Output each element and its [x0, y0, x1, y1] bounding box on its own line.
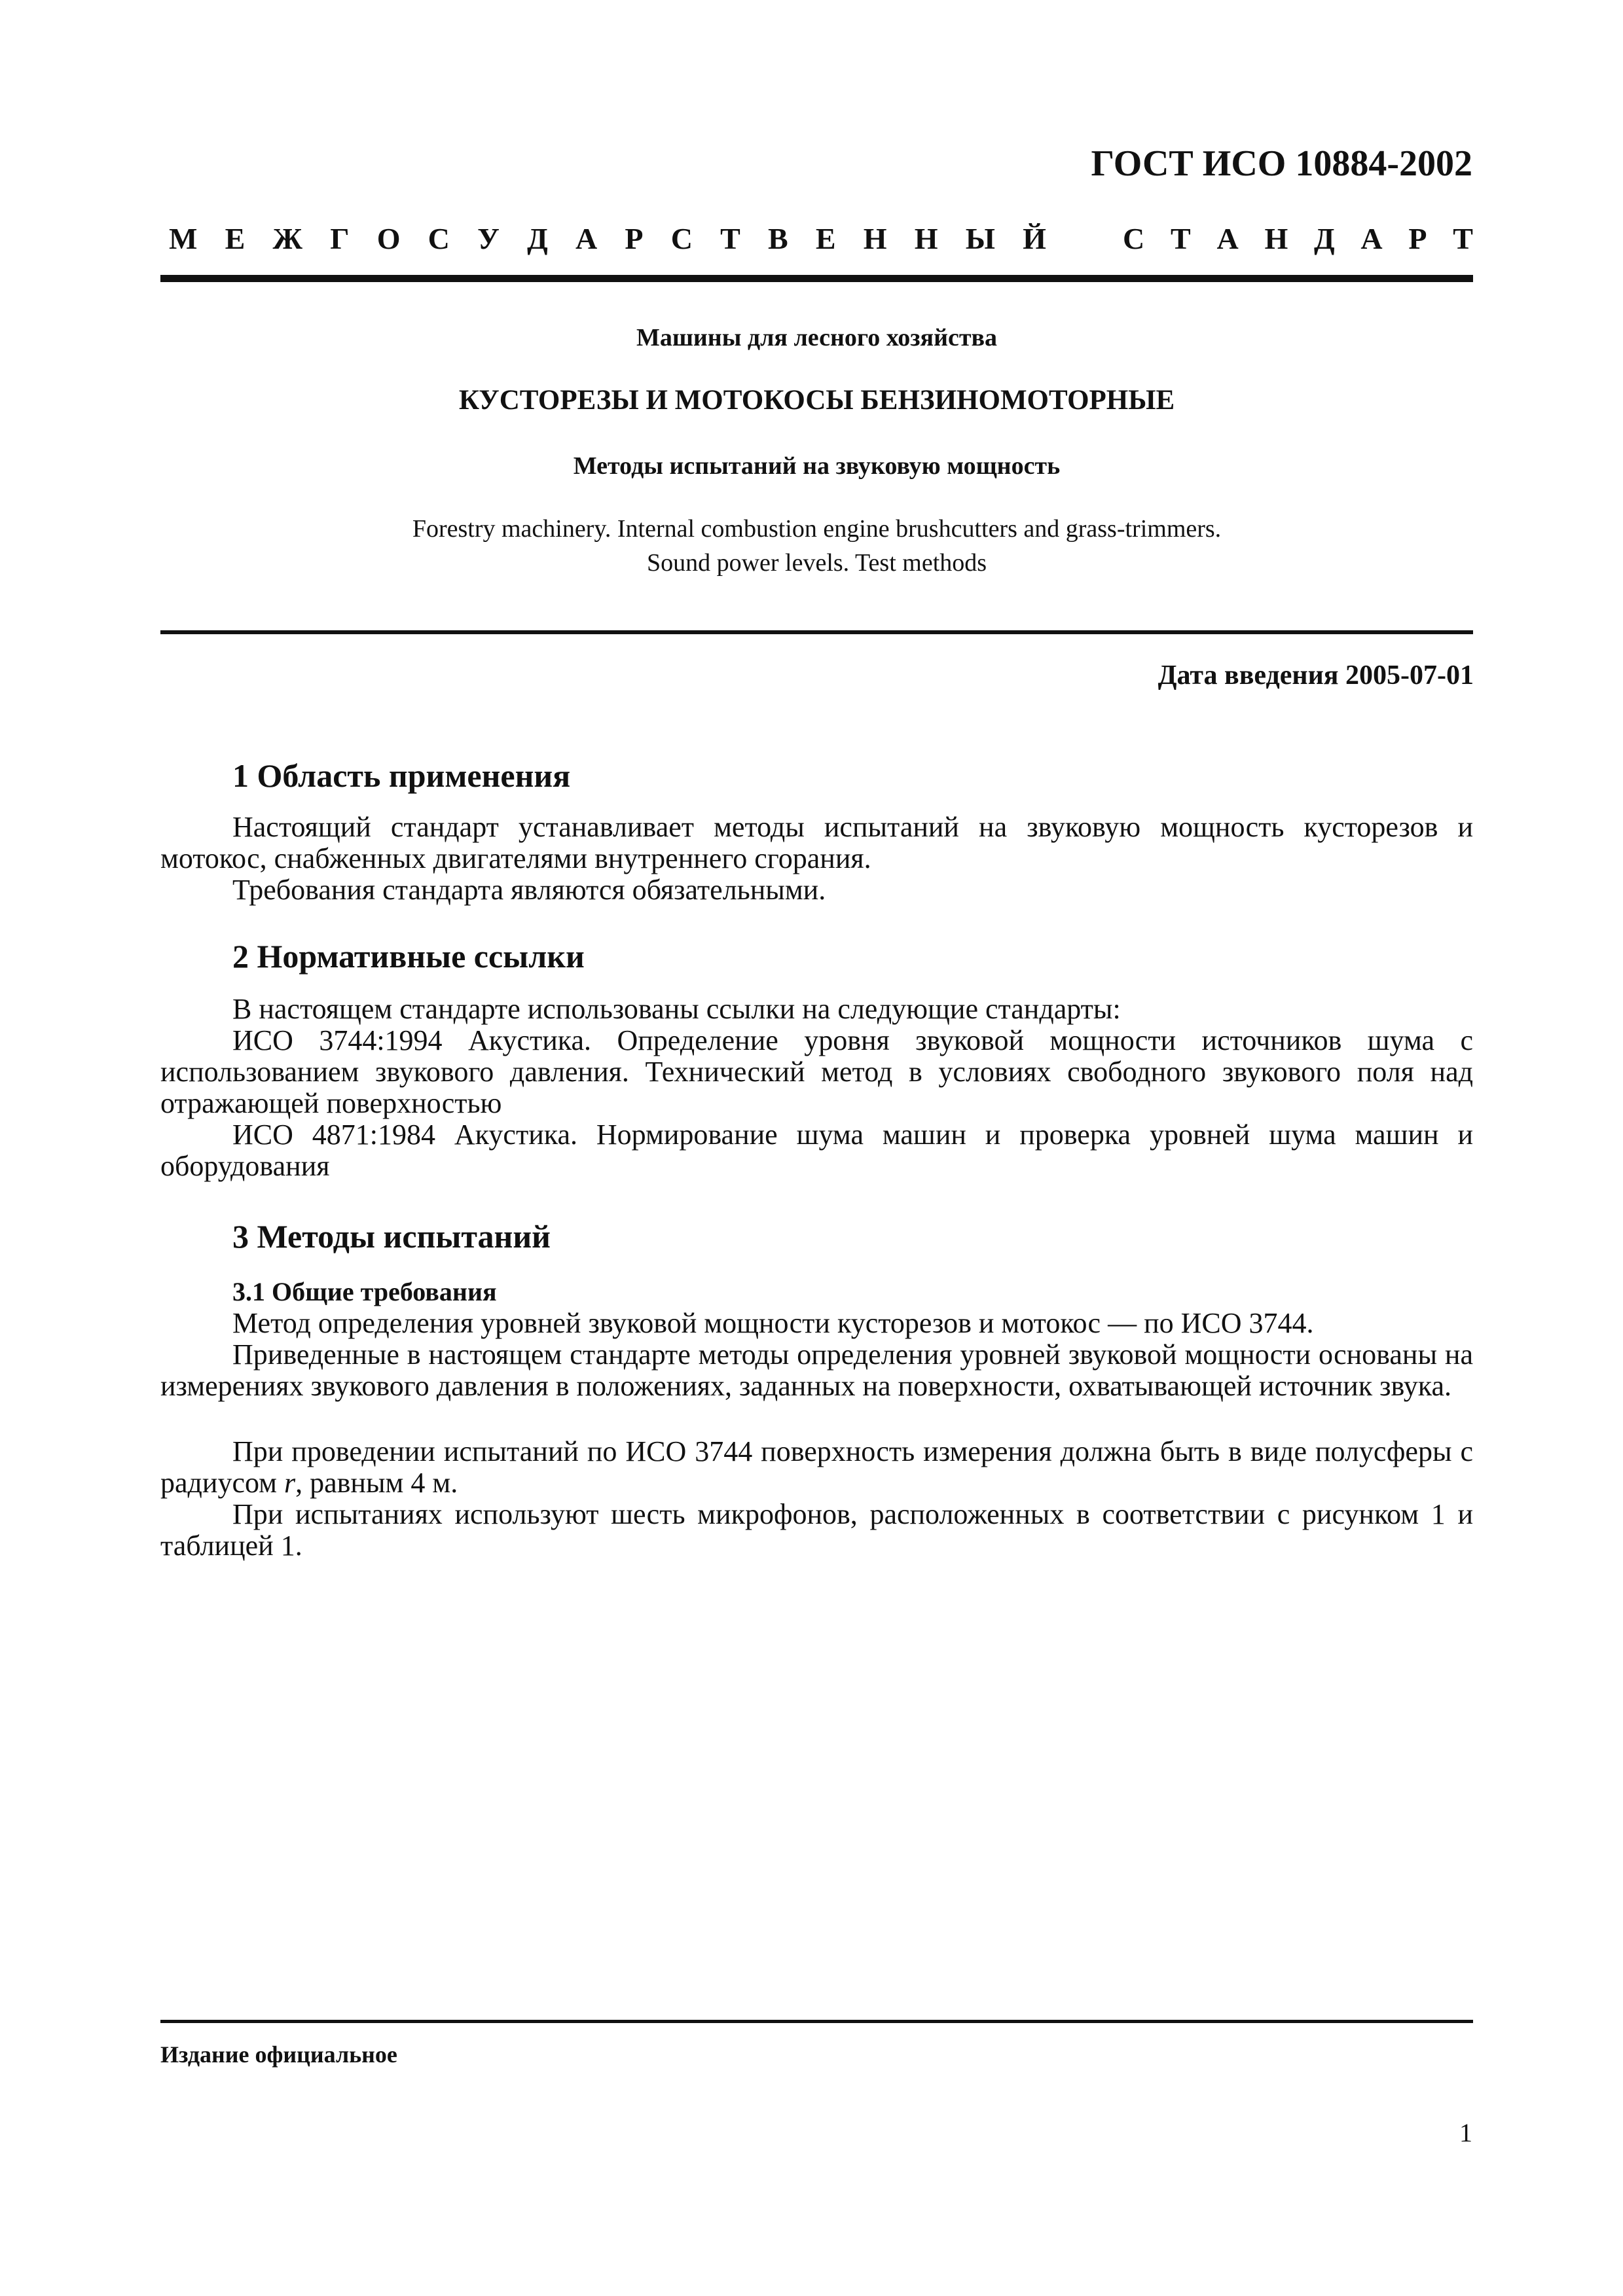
banner-letter: Т	[1453, 222, 1473, 255]
banner-letter: Д	[527, 222, 548, 255]
banner-letter: Г	[330, 222, 350, 255]
section-2-reference-iso-3744: ИСО 3744:1994 Акустика. Определение уровня звуковой мощности источников шума с использованием звукового давления. Технический метод в условиях свободного звукового поля над отражающей поверхностью	[160, 1024, 1473, 1119]
banner-letter: А	[1216, 222, 1239, 255]
method-title: Методы испытаний на звуковую мощность	[573, 452, 1061, 480]
document-number: ГОСТ ИСО 10884-2002	[1091, 143, 1472, 184]
section-3-paragraph-4: При испытаниях используют шесть микрофонов, расположенных в соответствии с рисунком 1 и таблицей 1.	[160, 1498, 1473, 1562]
section-3-heading: 3 Методы испытаний	[232, 1218, 551, 1255]
english-title-line-1: Forestry machinery. Internal combustion engine brushcutters and grass-trimmers.	[412, 515, 1222, 543]
header-rule	[160, 275, 1473, 282]
banner-letter: Н	[1264, 222, 1288, 255]
section-3-paragraph-2: Приведенные в настоящем стандарте методы определения уровней звуковой мощности основаны на измерениях звукового давления в положениях, заданных на поверхности, охватывающей источник звука.	[160, 1338, 1473, 1402]
paragraph-3-text-start: При проведении испытаний по ИСО 3744 поверхность измерения должна быть в виде полусферы с радиусом	[160, 1435, 1473, 1499]
section-2-reference-iso-4871: ИСО 4871:1984 Акустика. Нормирование шума машин и проверка уровней шума машин и оборудования	[160, 1119, 1473, 1182]
banner-letter: Й	[1023, 222, 1046, 255]
official-edition-label: Издание официальное	[160, 2041, 397, 2068]
banner-letter: Е	[225, 222, 246, 255]
banner-letter: Н	[863, 222, 887, 255]
banner-letter: О	[376, 222, 401, 255]
banner-word-standard	[1123, 221, 1473, 256]
banner-letter: Т	[1171, 222, 1191, 255]
banner-letter: Н	[914, 222, 938, 255]
banner-letter: М	[169, 222, 198, 255]
interstate-standard-banner	[169, 221, 1473, 256]
title-rule	[160, 630, 1473, 634]
banner-letter: С	[428, 222, 450, 255]
section-2-paragraph-1: В настоящем стандарте использованы ссылки на следующие стандарты:	[232, 993, 1121, 1025]
banner-letter: Р	[1408, 222, 1427, 255]
banner-letter: Д	[1314, 222, 1335, 255]
section-1-paragraph-1: Настоящий стандарт устанавливает методы испытаний на звуковую мощность кусторезов и мотокос, снабженных двигателями внутреннего сгорания.	[160, 811, 1473, 874]
paragraph-3-text-end: , равным 4 м.	[295, 1467, 458, 1499]
banner-letter: Т	[720, 222, 740, 255]
banner-letter: А	[1360, 222, 1383, 255]
footer-rule	[160, 2020, 1473, 2023]
group-title: Машины для лесного хозяйства	[636, 324, 998, 351]
main-title: КУСТОРЕЗЫ И МОТОКОСЫ БЕНЗИНОМОТОРНЫЕ	[458, 385, 1175, 416]
radius-variable: r	[284, 1467, 296, 1499]
english-title	[160, 512, 1473, 580]
section-3-paragraph-3	[160, 1436, 1473, 1499]
banner-letter: С	[1123, 222, 1145, 255]
banner-letter: У	[477, 222, 500, 255]
banner-letter: В	[768, 222, 788, 255]
banner-letter: А	[575, 222, 598, 255]
banner-letter: Е	[815, 222, 836, 255]
section-2-heading: 2 Нормативные ссылки	[232, 938, 585, 975]
banner-letter: Ы	[965, 222, 995, 255]
section-1-heading: 1 Область применения	[232, 757, 571, 794]
banner-word-interstate	[169, 221, 1046, 256]
section-3-paragraph-1: Метод определения уровней звуковой мощности кусторезов и мотокос — по ИСО 3744.	[232, 1307, 1314, 1339]
banner-letter: Р	[625, 222, 644, 255]
section-1-paragraph-2: Требования стандарта являются обязательными.	[232, 874, 826, 906]
banner-letter: С	[670, 222, 693, 255]
english-title-line-2: Sound power levels. Test methods	[646, 549, 987, 577]
subsection-3-1-heading: 3.1 Общие требования	[232, 1277, 497, 1306]
page-number: 1	[1459, 2118, 1472, 2147]
banner-letter: Ж	[272, 222, 302, 255]
introduction-date: Дата введения 2005-07-01	[1158, 660, 1474, 691]
